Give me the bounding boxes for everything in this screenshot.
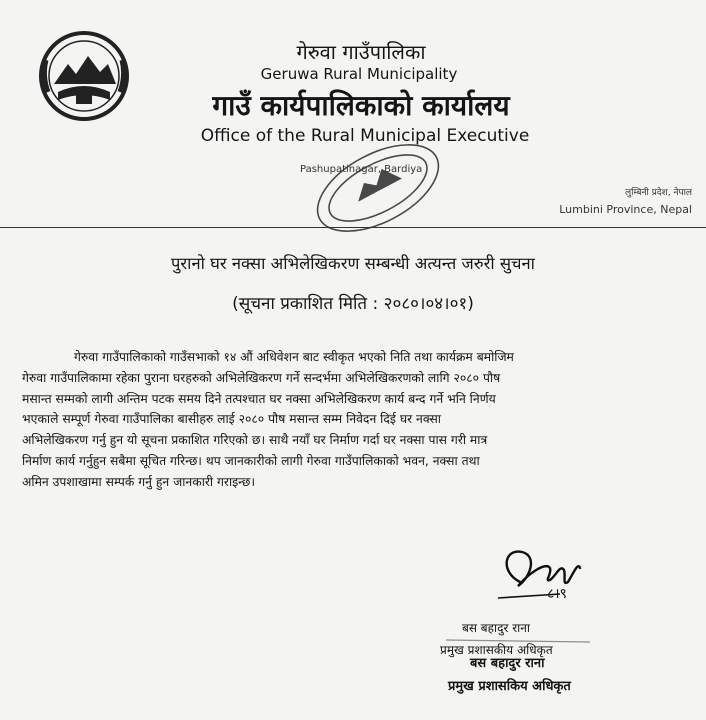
header-divider: [0, 227, 706, 228]
notice-published-date: (सूचना प्रकाशित मिति : २०८०।०४।०१): [232, 294, 474, 314]
body-line: निर्माण कार्य गर्नुहुन सबैमा सूचित गरिन्छ। थप जानकारीको लागी गेरुवा गाउँपालिकाको भवन, नक्सा तथा: [22, 453, 480, 468]
stamp-designation: प्रमुख प्रशासकिय अधिकृत: [448, 679, 571, 694]
office-name-nepali: गाउँ कार्यपालिकाको कार्यालय: [212, 89, 510, 122]
body-line: गेरुवा गाउँपालिकाको गाउँसभाको १४ औं अधिवेशन बाट स्वीकृत भएको निति तथा कार्यक्रम बमोजिम: [74, 350, 514, 364]
signatory-designation: प्रमुख प्रशासकीय अधिकृत: [440, 643, 553, 657]
body-line: गेरुवा गाउँपालिकामा रहेका पुराना घरहरुको अभिलेखिकरण गर्ने सन्दर्भमा अभिलेखिकरणको लागि २०८० पौष: [22, 370, 501, 385]
signature-stamp-box-icon: [440, 632, 615, 712]
stamp-name: बस बहादुर राना: [470, 656, 545, 671]
office-address: Pashupatinagar, Bardiya: [300, 164, 423, 175]
signature-date: ८।९: [547, 586, 567, 602]
body-line: भएकाले सम्पूर्ण गेरुवा गाउँपालिका बासीहरु लाई २०८० पौष मसान्त सम्म निवेदन दिई घर नक्सा: [22, 412, 441, 427]
office-name-english: Office of the Rural Municipal Executive: [200, 126, 530, 146]
province-nepali: लुम्बिनी प्रदेश, नेपाल: [625, 188, 692, 198]
province-english: Lumbini Province, Nepal: [559, 203, 692, 216]
body-line: अभिलेखिकरण गर्नु हुन यो सूचना प्रकाशित गरिएको छ। साथै नयाँ घर निर्माण गर्दा घर नक्सा पास गरी मात्र: [22, 433, 488, 448]
body-line: अमिन उपशाखामा सम्पर्क गर्नु हुन जानकारी गराइन्छ।: [22, 474, 255, 489]
body-line: मसान्त सम्मको लागी अन्तिम पटक समय दिने तत्पश्चात घर नक्सा अभिलेखिकरण कार्य बन्द गर्ने भनि निर्णय: [22, 391, 496, 406]
handwritten-signature-icon: [490, 542, 586, 608]
notice-body: [22, 347, 688, 493]
office-stamp-icon: [298, 138, 458, 238]
signatory-name: बस बहादुर राना: [462, 621, 530, 635]
municipality-name-nepali: गेरुवा गाउँपालिका: [296, 40, 426, 64]
municipality-name-english: Geruwa Rural Municipality: [260, 65, 458, 83]
notice-title: पुरानो घर नक्सा अभिलेखिकरण सम्बन्धी अत्यन्त जरुरी सुचना: [171, 254, 535, 273]
